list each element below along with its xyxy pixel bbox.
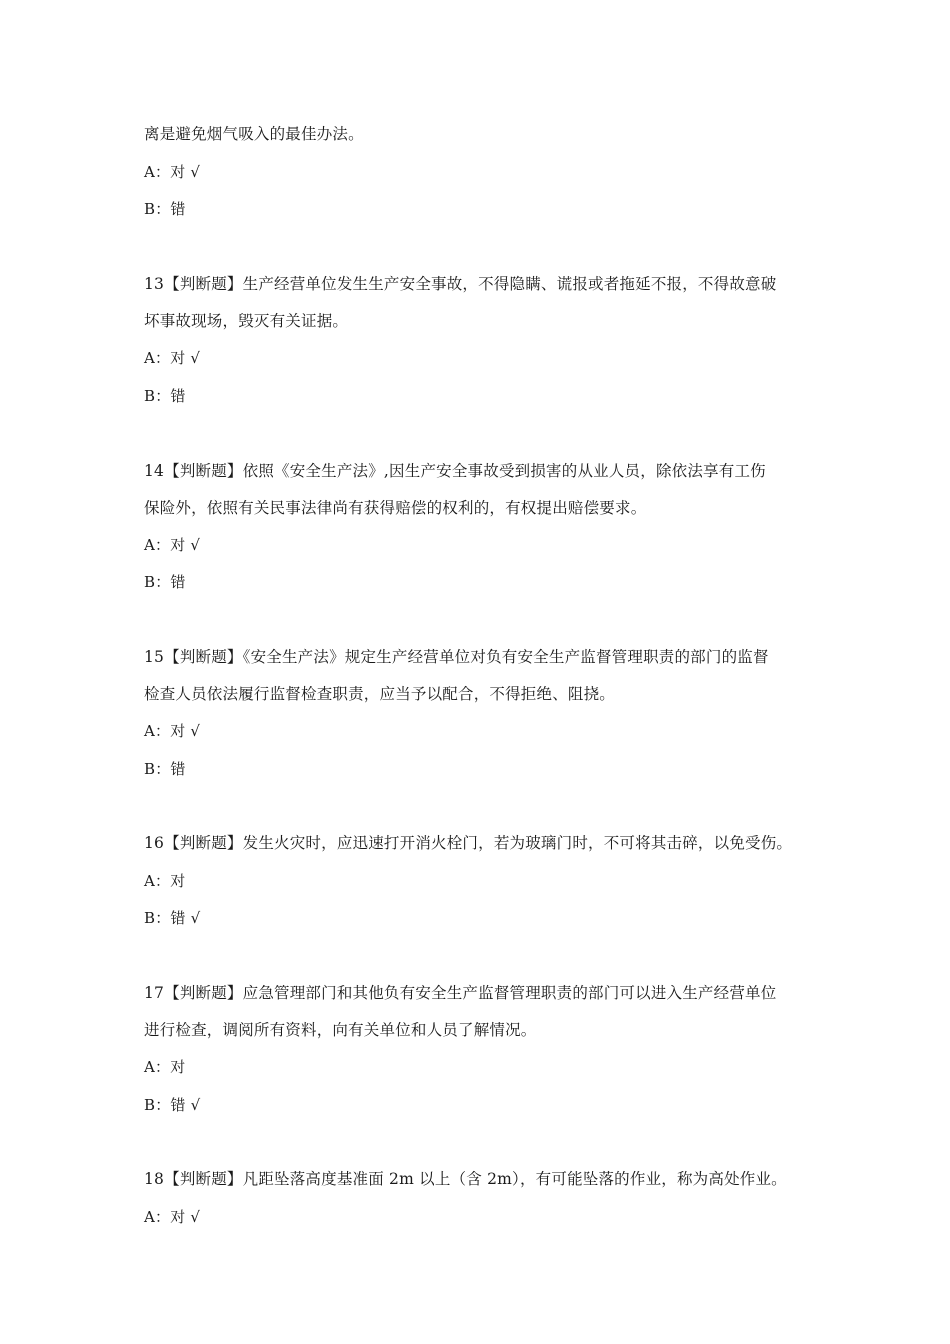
question-13-option-a: A：对 √ bbox=[144, 349, 201, 367]
question-14-option-a: A：对 √ bbox=[144, 536, 201, 554]
question-17-option-b: B：错 √ bbox=[144, 1096, 201, 1114]
option-b: B：错 bbox=[144, 200, 186, 218]
question-14-text: 14【判断题】依照《安全生产法》,因生产安全事故受到损害的从业人员，除依法享有工伤 bbox=[144, 462, 766, 480]
question-18-text: 18【判断题】凡距坠落高度基准面 2m 以上（含 2m），有可能坠落的作业，称为高处作业。 bbox=[144, 1170, 787, 1188]
question-15-option-b: B：错 bbox=[144, 760, 186, 778]
question-14-text-cont: 保险外，依照有关民事法律尚有获得赔偿的权利的，有权提出赔偿要求。 bbox=[144, 499, 647, 517]
question-16-option-a: A：对 bbox=[144, 872, 186, 890]
question-13-option-b: B：错 bbox=[144, 387, 186, 405]
question-17-text: 17【判断题】应急管理部门和其他负有安全生产监督管理职责的部门可以进入生产经营单位 bbox=[144, 984, 777, 1002]
question-15-text: 15【判断题】《安全生产法》规定生产经营单位对负有安全生产监督管理职责的部门的监督 bbox=[144, 648, 769, 666]
question-15-text-cont: 检查人员依法履行监督检查职责，应当予以配合，不得拒绝、阻挠。 bbox=[144, 685, 616, 703]
question-16-text: 16【判断题】发生火灾时，应迅速打开消火栓门，若为玻璃门时，不可将其击碎，以免受伤。 bbox=[144, 834, 793, 852]
question-16-option-b: B：错 √ bbox=[144, 909, 201, 927]
option-a: A：对 √ bbox=[144, 163, 201, 181]
question-text: 离是避免烟气吸入的最佳办法。 bbox=[144, 125, 364, 143]
question-17-text-cont: 进行检查，调阅所有资料，向有关单位和人员了解情况。 bbox=[144, 1021, 537, 1039]
question-18-option-a: A：对 √ bbox=[144, 1208, 201, 1226]
question-15-option-a: A：对 √ bbox=[144, 722, 201, 740]
question-14-option-b: B：错 bbox=[144, 573, 186, 591]
question-17-option-a: A：对 bbox=[144, 1058, 186, 1076]
question-13-text: 13【判断题】生产经营单位发生生产安全事故，不得隐瞒、谎报或者拖延不报，不得故意破 bbox=[144, 275, 777, 293]
question-13-text-cont: 坏事故现场，毁灭有关证据。 bbox=[144, 312, 349, 330]
